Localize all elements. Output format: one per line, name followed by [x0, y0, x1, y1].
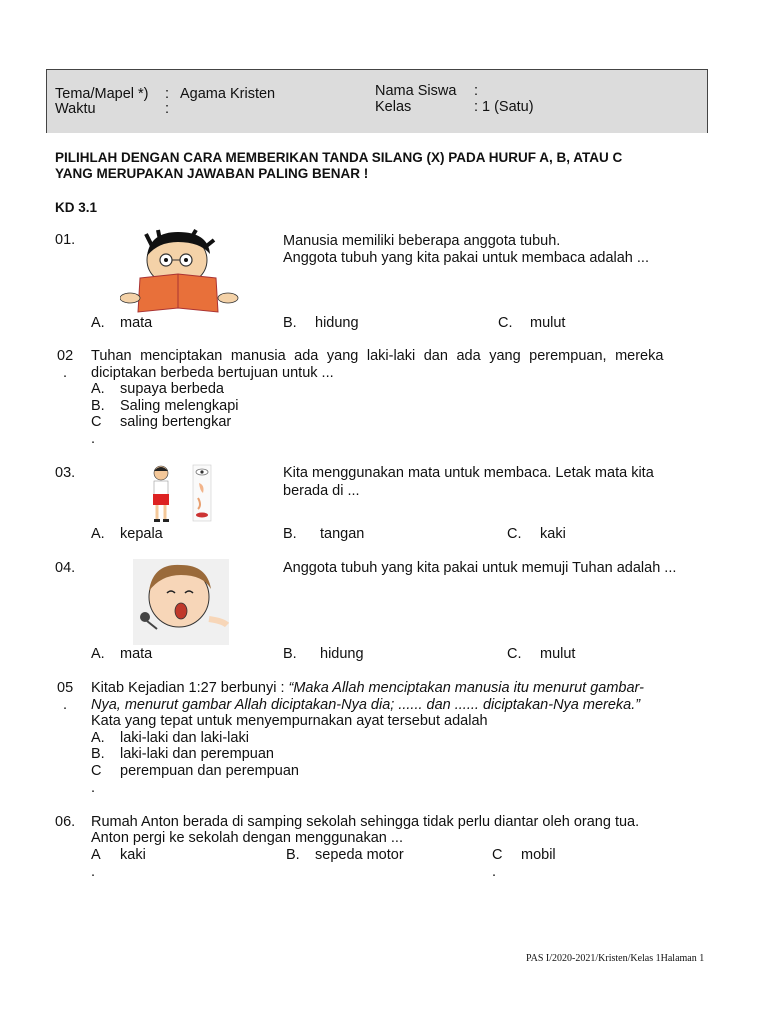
page-footer: PAS I/2020-2021/Kristen/Kelas 1Halaman 1: [526, 953, 705, 964]
tema-colon: :: [165, 86, 170, 102]
q3-number: 03.: [55, 465, 76, 481]
child-body-parts-image: [145, 463, 217, 525]
instruction-line1: PILIHLAH DENGAN CARA MEMBERIKAN TANDA SILANG (X) PADA HURUF A, B, ATAU C: [55, 150, 623, 165]
q3-option-c: kaki: [540, 526, 566, 542]
q1-option-a-letter: A.: [91, 315, 105, 331]
nama-label: Nama Siswa: [375, 83, 457, 99]
q3-option-a: kepala: [120, 526, 163, 542]
q5-number: 05: [57, 680, 74, 696]
q1-number: 01.: [55, 232, 76, 248]
q6-number: 06.: [55, 814, 76, 830]
q5-option-c: perempuan dan perempuan: [120, 763, 299, 779]
q4-option-c-letter: C.: [507, 646, 522, 662]
q4-line1: Anggota tubuh yang kita pakai untuk memuji Tuhan adalah ...: [283, 560, 677, 576]
q5-option-b-letter: B.: [91, 746, 105, 762]
q1-option-b-letter: B.: [283, 315, 297, 331]
q1-option-a: mata: [120, 315, 153, 331]
waktu-colon: :: [165, 101, 170, 117]
kd-heading: KD 3.1: [55, 200, 98, 215]
q2-line2: diciptakan berbeda bertujuan untuk ...: [91, 365, 334, 381]
q4-option-b: hidung: [320, 646, 364, 662]
q3-line1: Kita menggunakan mata untuk membaca. Letak mata kita: [283, 465, 654, 481]
q4-option-a-letter: A.: [91, 646, 105, 662]
q5-line1-quote: “Maka Allah menciptakan manusia itu menurut gambar-: [288, 680, 644, 696]
q1-option-c: mulut: [530, 315, 566, 331]
q6-option-c-letter: C: [492, 847, 503, 863]
q5-number-dot: .: [63, 697, 68, 713]
q6-option-a-dot: .: [91, 864, 96, 880]
nama-colon: :: [474, 83, 479, 99]
tema-value: Agama Kristen: [180, 86, 276, 102]
tema-label: Tema/Mapel *): [55, 86, 149, 102]
instruction-line2: YANG MERUPAKAN JAWABAN PALING BENAR !: [55, 166, 369, 181]
q1-line2: Anggota tubuh yang kita pakai untuk membaca adalah ...: [283, 250, 649, 266]
kelas-colon: :: [474, 99, 479, 115]
q1-option-c-letter: C.: [498, 315, 513, 331]
q6-option-b-letter: B.: [286, 847, 300, 863]
q5-option-a-letter: A.: [91, 730, 105, 746]
q2-number-dot: .: [63, 365, 68, 381]
q5-line1: [91, 680, 644, 696]
boy-singing-image: [133, 559, 229, 645]
q5-line1-plain: Kitab Kejadian 1:27 berbunyi :: [91, 680, 289, 696]
q2-option-a-letter: A.: [91, 381, 105, 397]
q3-option-a-letter: A.: [91, 526, 105, 542]
q5-line2-quote: Nya, menurut gambar Allah diciptakan-Nya dia; ...... dan ...... diciptakan-Nya mereka.”: [91, 697, 641, 713]
q4-option-a: mata: [120, 646, 153, 662]
q4-number: 04.: [55, 560, 76, 576]
q6-option-a-letter: A: [91, 847, 101, 863]
q1-option-b: hidung: [315, 315, 359, 331]
q6-option-b: sepeda motor: [315, 847, 404, 863]
q5-option-a: laki-laki dan laki-laki: [120, 730, 249, 746]
q3-option-b-letter: B.: [283, 526, 297, 542]
q5-option-c-letter: C: [91, 763, 102, 779]
q2-option-b-letter: B.: [91, 398, 105, 414]
q2-option-b: Saling melengkapi: [120, 398, 239, 414]
q2-number: 02: [57, 348, 74, 364]
kelas-value: 1 (Satu): [482, 99, 534, 115]
q4-option-c: mulut: [540, 646, 576, 662]
q3-line2: berada di ...: [283, 483, 360, 499]
q3-option-b: tangan: [320, 526, 365, 542]
q6-option-c: mobil: [521, 847, 556, 863]
q4-option-b-letter: B.: [283, 646, 297, 662]
q3-option-c-letter: C.: [507, 526, 522, 542]
q2-option-c: saling bertengkar: [120, 414, 232, 430]
q6-line2: Anton pergi ke sekolah dengan menggunakan ...: [91, 830, 403, 846]
q6-option-c-dot: .: [492, 864, 497, 880]
waktu-label: Waktu: [55, 101, 96, 117]
kelas-label: Kelas: [375, 99, 412, 115]
q6-option-a: kaki: [120, 847, 146, 863]
q2-option-a: supaya berbeda: [120, 381, 224, 397]
q2-option-c-dot: .: [91, 431, 96, 447]
q5-option-c-dot: .: [91, 780, 96, 796]
q5-line3: Kata yang tepat untuk menyempurnakan ayat tersebut adalah: [91, 713, 488, 729]
q2-line1: Tuhan menciptakan manusia ada yang laki-laki dan ada yang perempuan, mereka: [91, 348, 664, 364]
q5-option-b: laki-laki dan perempuan: [120, 746, 274, 762]
q1-line1: Manusia memiliki beberapa anggota tubuh.: [283, 233, 561, 249]
boy-reading-book-image: [120, 228, 240, 316]
q6-line1: Rumah Anton berada di samping sekolah sehingga tidak perlu diantar oleh orang tua.: [91, 814, 640, 830]
q2-option-c-letter: C: [91, 414, 102, 430]
